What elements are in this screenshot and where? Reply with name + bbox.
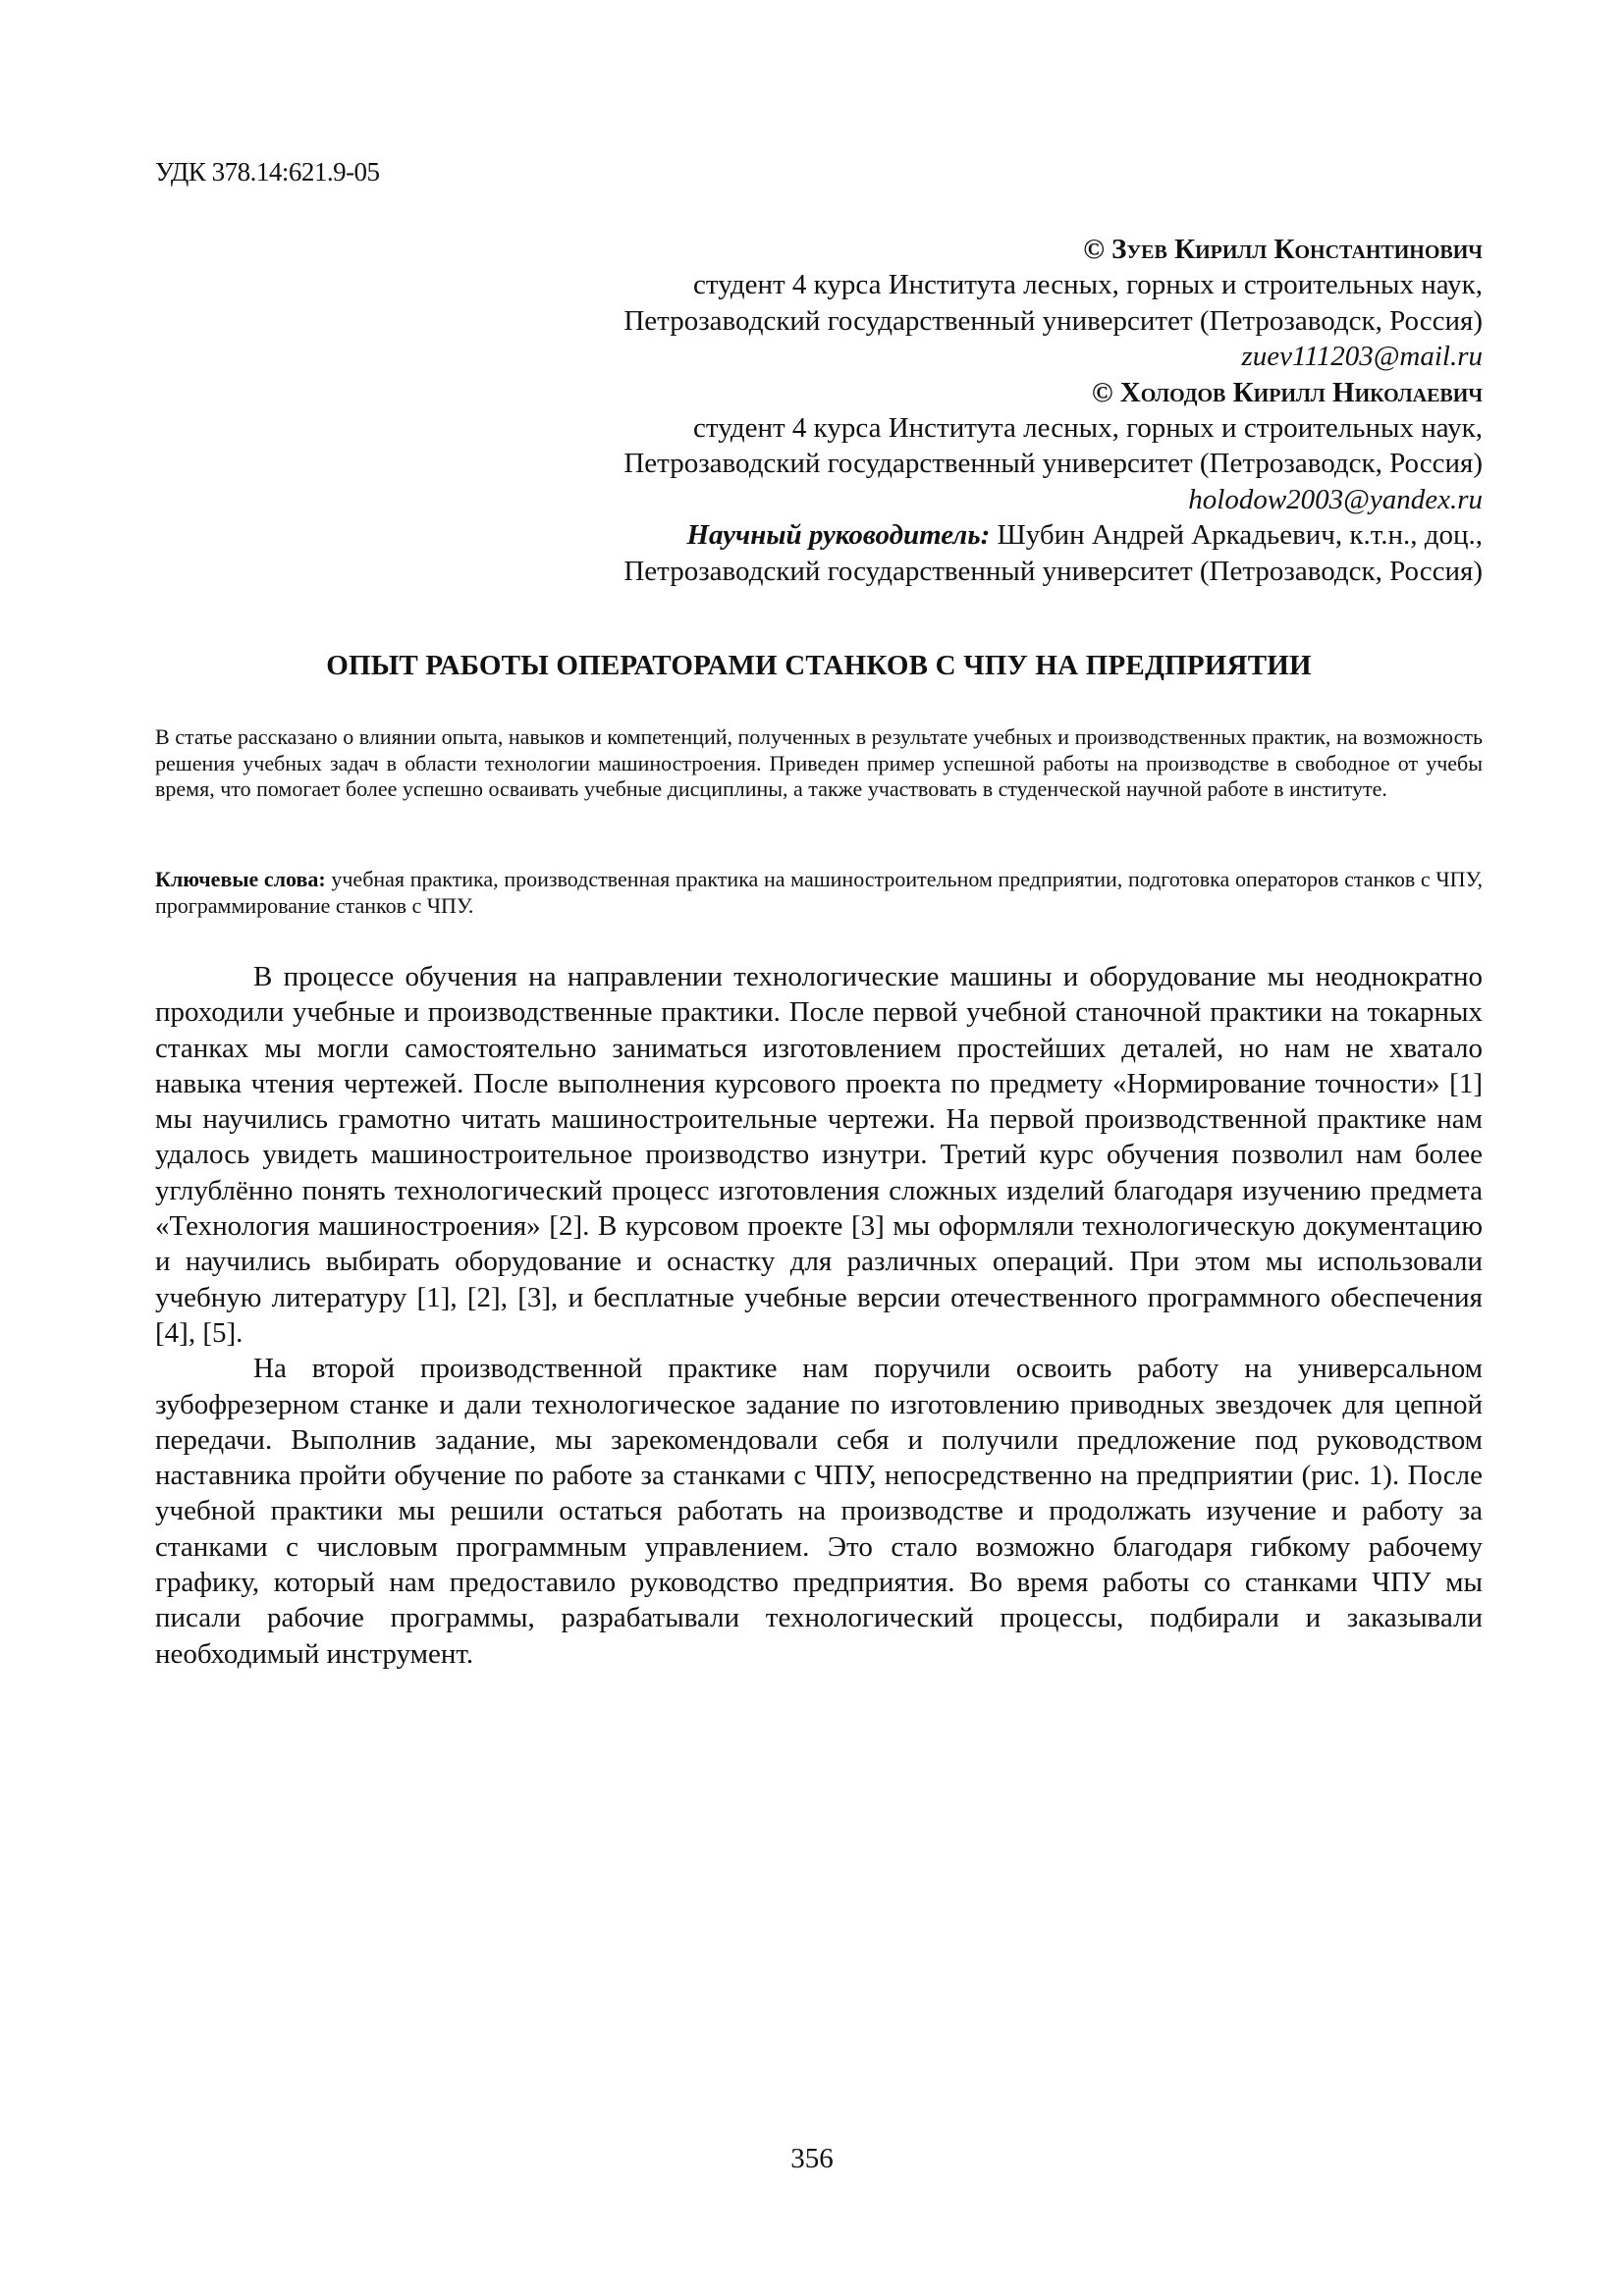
keywords-label: Ключевые слова: (155, 867, 326, 891)
author-name: © Холодов Кирилл Николаевич (1091, 376, 1483, 408)
supervisor-label: Научный руководитель: (686, 519, 991, 552)
supervisor-name: Шубин Андрей Аркадьевич, к.т.н., доц., (990, 519, 1483, 552)
author-affiliation: Петрозаводский государственный университет (Петрозаводск, Россия) (623, 304, 1483, 337)
author-position: студент 4 курса Института лесных, горных и строительных наук, (693, 412, 1483, 445)
author-position: студент 4 курса Института лесных, горных и строительных наук, (693, 269, 1483, 301)
paper-title: ОПЫТ РАБОТЫ ОПЕРАТОРАМИ СТАНКОВ С ЧПУ НА ПРЕДПРИЯТИИ (326, 650, 1312, 681)
body-text (155, 959, 1483, 1672)
author-email[interactable]: zuev111203@mail.ru (1241, 341, 1483, 373)
page-number: 356 (790, 2143, 834, 2174)
keywords-text: учебная практика, производственная практика на машиностроительном предприятии, подготовка операторов станков с ЧПУ, программирование станков с ЧПУ. (155, 867, 1484, 918)
abstract: В статье рассказано о влиянии опыта, навыков и компетенций, полученных в результате учебных и производственных практик, на возможность решения учебных задач в области технологии машиностроения. Приведен пример успешной работы на производстве в свободное от учебы время, что помогает более успешно осваивать учебные дисциплины, а также участвовать в студенческой научной работе в институте. (155, 724, 1483, 801)
supervisor-line (623, 517, 1483, 553)
author-email[interactable]: holodow2003@yandex.ru (1188, 483, 1483, 515)
udk-code: УДК 378.14:621.9-05 (155, 157, 380, 187)
supervisor-affiliation: Петрозаводский государственный университет (Петрозаводск, Россия) (623, 555, 1483, 587)
keywords (155, 867, 1483, 919)
author-block (623, 232, 1483, 589)
paragraph: В процессе обучения на направлении технологические машины и оборудование мы неоднократно проходили учебные и производственные практики. После первой учебной станочной практики на токарных станках мы могли самостоятельно заниматься изготовлением простейших деталей, но нам не хватало навыка чтения чертежей. После выполнения курсового проекта по предмету «Нормирование точности» [1] мы научились грамотно читать машиностроительные чертежи. На первой производственной практике нам удалось увидеть машиностроительное производство изнутри. Третий курс обучения позволил нам более углублённо понять технологический процесс изготовления сложных изделий благодаря изучению предмета «Технология машиностроения» [2]. В курсовом проекте [3] мы оформляли технологическую документацию и научились выбирать оборудование и оснастку для различных операций. При этом мы использовали учебную литературу [1], [2], [3], и бесплатные учебные версии отечественного программного обеспечения [4], [5]. (155, 961, 1483, 1349)
paragraph: На второй производственной практике нам поручили освоить работу на универсальном зубофрезерном станке и дали технологическое задание по изготовлению приводных звездочек для цепной передачи. Выполнив задание, мы зарекомендовали себя и получили предложение под руководством наставника пройти обучение по работе за станками с ЧПУ, непосредственно на предприятии (рис. 1). После учебной практики мы решили остаться работать на производстве и продолжать изучение и работу за станками с числовым программным управлением. Это стало возможно благодаря гибкому рабочему графику, который нам предоставило руководство предприятия. Во время работы со станками ЧПУ мы писали рабочие программы, разрабатывали технологический процессы, подбирали и заказывали необходимый инструмент. (155, 1353, 1483, 1670)
author-affiliation: Петрозаводский государственный университет (Петрозаводск, Россия) (623, 448, 1483, 480)
author-name: © Зуев Кирилл Константинович (1083, 234, 1483, 265)
